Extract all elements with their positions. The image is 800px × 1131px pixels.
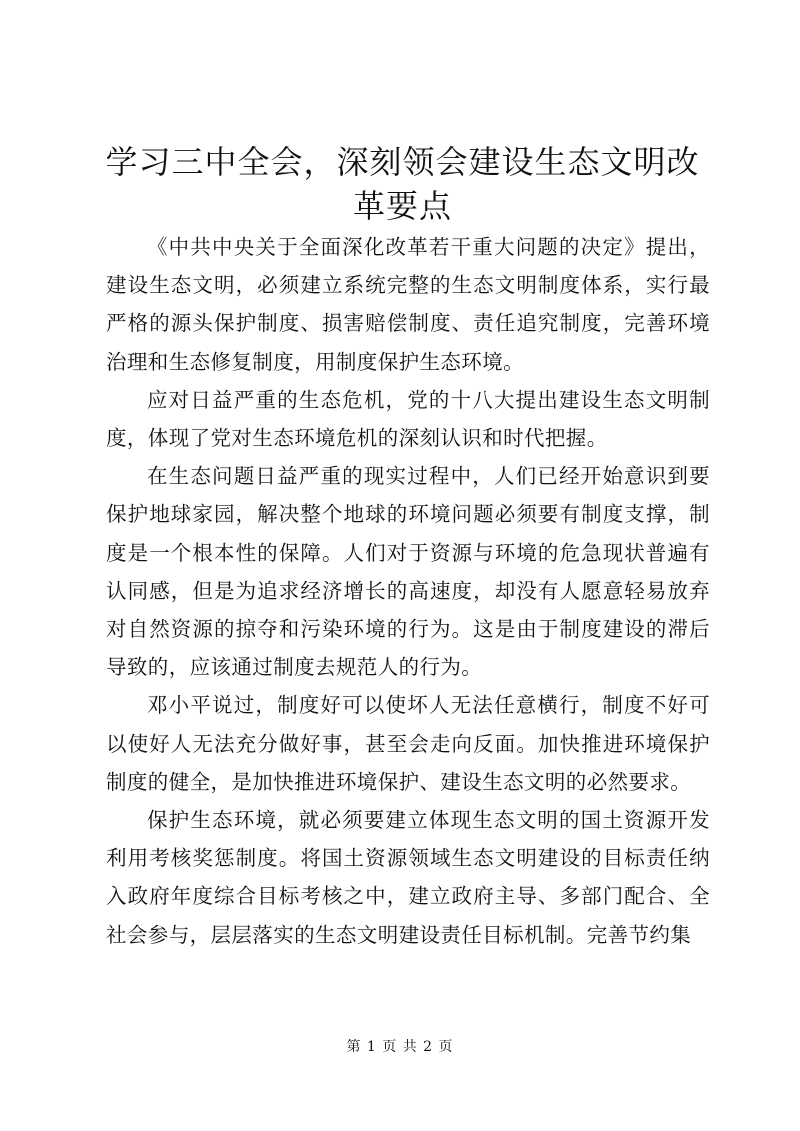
paragraph: 《中共中央关于全面深化改革若干重大问题的决定》提出，建设生态文明，必须建立系统完整的生态文明制度体系，实行最严格的源头保护制度、损害赔偿制度、责任追究制度，完善环境治理和生态修复制度，用制度保护生态环境。 xyxy=(106,235,710,374)
paragraph: 应对日益严重的生态危机，党的十八大提出建设生态文明制度，体现了党对生态环境危机的深刻认识和时代把握。 xyxy=(106,387,710,451)
paragraph: 在生态问题日益严重的现实过程中，人们已经开始意识到要保护地球家园，解决整个地球的环境问题必须要有制度支撑，制度是一个根本性的保障。人们对于资源与环境的危急现状普遍有认同感，但是为追求经济增长的高速度，却没有人愿意轻易放弃对自然资源的掠夺和污染环境的行为。这是由于制度建设的滞后导致的，应该通过制度去规范人的行为。 xyxy=(106,464,710,680)
document-title: 学习三中全会，深刻领会建设生态文明改革要点 xyxy=(105,143,700,225)
paragraph: 邓小平说过，制度好可以使坏人无法任意横行，制度不好可以使好人无法充分做好事，甚至会走向反面。加快推进环境保护制度的健全，是加快推进环境保护、建设生态文明的必然要求。 xyxy=(106,693,710,794)
paragraph: 保护生态环境，就必须要建立体现生态文明的国土资源开发利用考核奖惩制度。将国土资源领域生态文明建设的目标责任纳入政府年度综合目标考核之中，建立政府主导、多部门配合、全社会参与，层层落实的生态文明建设责任目标机制。完善节约集 xyxy=(106,808,710,947)
page-footer: 第 1 页 共 2 页 xyxy=(346,1039,454,1055)
document-body xyxy=(106,228,710,954)
